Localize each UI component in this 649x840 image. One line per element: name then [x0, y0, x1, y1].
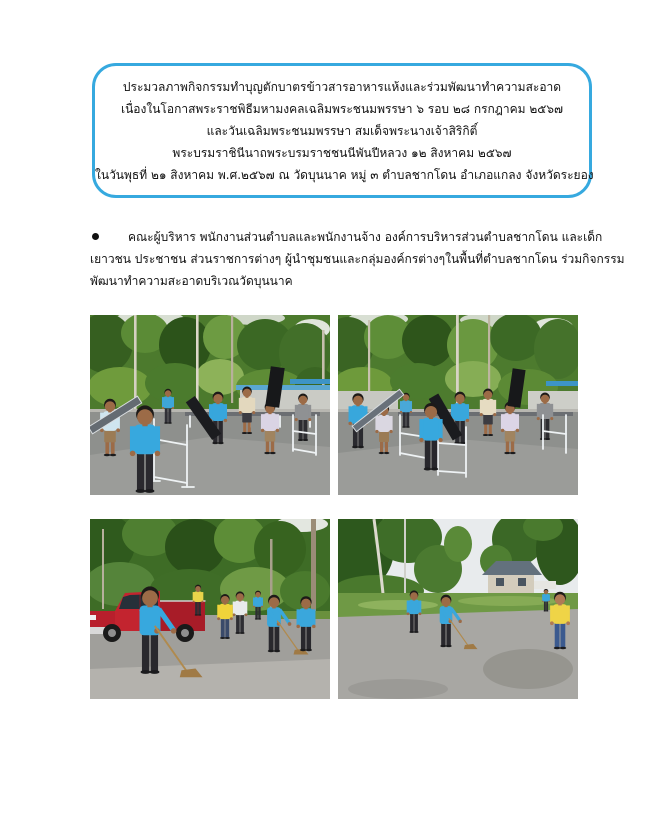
person-shoe — [504, 452, 510, 454]
person-face — [165, 390, 171, 396]
person-shorts — [242, 412, 252, 422]
person-shoe — [379, 452, 385, 454]
person-arm — [537, 404, 540, 418]
person-shoe — [414, 631, 419, 633]
person-shirt — [297, 404, 308, 420]
photo-2-image — [338, 315, 578, 495]
person-shoe — [306, 649, 312, 651]
person-face — [137, 409, 153, 425]
person-hand — [400, 411, 402, 413]
person-leg — [446, 623, 450, 646]
person-arm — [550, 404, 553, 418]
person-face — [410, 592, 418, 600]
person-shoe — [544, 611, 547, 612]
person-hand — [130, 451, 136, 457]
person-shoe — [409, 631, 414, 633]
grass-patch — [358, 600, 438, 610]
person-shoe — [195, 614, 198, 615]
person-leg — [255, 606, 257, 619]
person-arm — [245, 602, 248, 615]
person-leg — [274, 626, 279, 651]
tree-trunk — [196, 315, 199, 407]
activity-photo-4 — [338, 519, 578, 699]
person-arm — [312, 609, 315, 626]
person-hand — [217, 617, 220, 620]
person-hand — [116, 428, 120, 432]
tree-canopy — [444, 526, 472, 562]
person-hand — [239, 411, 242, 414]
person-shirt — [423, 418, 439, 441]
person-hand — [295, 418, 298, 421]
person-shoe — [220, 637, 225, 639]
person-arm — [516, 414, 519, 430]
person-leg — [243, 422, 246, 433]
person-face — [555, 594, 565, 604]
person-leg — [545, 418, 549, 439]
person-leg — [240, 614, 244, 633]
person-shoe — [510, 452, 516, 454]
person-arm — [297, 609, 300, 626]
person-hand — [172, 407, 174, 409]
person-leg — [385, 441, 388, 453]
person-leg — [299, 419, 303, 440]
person-arm — [239, 398, 242, 412]
person-arm — [375, 416, 378, 431]
person-hand — [566, 621, 570, 625]
person-arm — [172, 397, 174, 408]
person-shirt — [543, 594, 548, 602]
person-hand — [296, 625, 300, 629]
person-leg — [301, 626, 306, 650]
person-shoe — [150, 670, 160, 674]
person-shoe — [110, 454, 116, 457]
person-shoe — [440, 645, 446, 647]
person-shirt — [212, 403, 225, 421]
person-shoe — [255, 618, 258, 619]
person-leg — [484, 424, 487, 435]
truck-wheel-rim — [181, 629, 189, 637]
person-leg — [221, 618, 225, 638]
person-arm — [550, 605, 553, 622]
person-shoe — [358, 446, 364, 448]
header-line-2: เนื่องในโอกาสพระราชพิธีมหามงคลเฉลิมพระชนมพรรษา ๖ รอบ ๒๘ กรกฎาคม ๒๕๖๗ — [120, 102, 563, 116]
person-leg — [168, 408, 171, 423]
person-hand — [276, 429, 279, 432]
tree-trunk — [102, 529, 104, 609]
tree-trunk — [488, 315, 490, 401]
person-shoe — [242, 432, 247, 434]
ground-stain — [348, 679, 448, 699]
activity-photo-1 — [90, 315, 330, 495]
person-shirt — [454, 403, 467, 421]
person-arm — [224, 404, 227, 420]
person-arm — [253, 598, 255, 607]
person-face — [541, 395, 550, 404]
person-hand — [171, 628, 177, 634]
photo-1-image — [90, 315, 330, 495]
person-hand — [245, 613, 248, 616]
person-arm — [230, 605, 233, 619]
person-arm — [349, 406, 352, 423]
person-arm — [439, 419, 443, 439]
person-shirt — [241, 397, 252, 413]
person-leg — [546, 601, 548, 611]
person-shirt — [164, 396, 172, 408]
person-leg — [414, 613, 418, 632]
person-leg — [236, 614, 240, 633]
person-face — [243, 389, 252, 398]
person-arm — [493, 400, 496, 414]
person-leg — [511, 440, 514, 453]
person-leg — [460, 420, 464, 443]
person-shorts — [483, 414, 493, 424]
person-shirt — [539, 403, 550, 419]
person-hand — [308, 418, 311, 421]
person-leg — [151, 634, 158, 673]
person-arm — [542, 594, 543, 601]
person-arm — [407, 601, 410, 614]
person-hand — [348, 422, 352, 426]
person-shoe — [212, 442, 218, 444]
person-shoe — [546, 611, 549, 612]
person-arm — [419, 601, 422, 614]
person-hand — [230, 617, 233, 620]
shed-roof — [534, 581, 556, 589]
person-shoe — [270, 452, 276, 454]
person-hand — [550, 621, 554, 625]
photo-3-image — [90, 519, 330, 699]
person-arm — [261, 414, 264, 430]
person-leg — [306, 626, 311, 650]
person-shirt — [402, 400, 410, 412]
person-face — [269, 597, 279, 607]
person-hand — [390, 430, 393, 433]
person-leg — [146, 453, 153, 492]
person-arm — [549, 594, 550, 601]
person-hand — [516, 429, 519, 432]
person-hand — [458, 620, 461, 623]
person-face — [236, 593, 244, 601]
person-shoe — [303, 439, 308, 441]
person-hand — [253, 606, 255, 608]
activity-line-1: คณะผู้บริหาร พนักงานส่วนตำบลและพนักงานจ้าง องค์การบริหารส่วนตำบลชากโดน และเด็ก — [128, 230, 603, 244]
person-shoe — [352, 446, 358, 448]
person-shirt — [255, 597, 262, 607]
person-leg — [225, 618, 229, 638]
person-arm — [466, 404, 469, 420]
blue-tent-roof — [546, 381, 578, 386]
person-shirt — [299, 608, 312, 627]
person-shoe — [545, 438, 550, 440]
person-leg — [425, 439, 431, 469]
person-arm — [276, 414, 279, 430]
person-shirt — [378, 415, 390, 432]
person-hand — [542, 601, 543, 602]
person-face — [544, 590, 548, 594]
person-shoe — [198, 614, 201, 615]
person-shoe — [298, 439, 303, 441]
activity-photo-3 — [90, 519, 330, 699]
person-hand — [410, 411, 412, 413]
person-shoe — [136, 489, 146, 493]
person-face — [142, 590, 158, 606]
person-leg — [441, 623, 445, 646]
person-shoe — [218, 442, 224, 444]
person-shoe — [258, 618, 261, 619]
truck-wheel-rim — [108, 629, 116, 637]
person-hand — [201, 601, 203, 603]
person-leg — [406, 412, 409, 427]
person-hand — [261, 429, 264, 432]
person-face — [441, 597, 450, 606]
activity-paragraph — [90, 226, 625, 292]
person-shoe — [264, 452, 270, 454]
person-hand — [466, 419, 469, 422]
person-arm — [162, 397, 164, 408]
person-hand — [501, 429, 504, 432]
person-hand — [438, 438, 442, 442]
person-shirt — [504, 413, 517, 431]
person-shoe — [104, 454, 110, 457]
person-arm — [566, 605, 569, 622]
person-leg — [266, 440, 269, 453]
person-shirt — [194, 591, 201, 602]
person-leg — [248, 422, 251, 433]
person-shirt — [220, 604, 231, 619]
blue-tent-roof — [290, 379, 330, 384]
person-hand — [550, 417, 553, 420]
person-leg — [544, 601, 546, 611]
person-hand — [312, 625, 316, 629]
person-arm — [201, 592, 203, 601]
tree-canopy — [90, 367, 152, 407]
person-shoe — [554, 647, 560, 650]
person-shoe — [164, 422, 168, 424]
person-leg — [195, 601, 198, 615]
person-arm — [501, 414, 504, 430]
person-leg — [198, 601, 201, 615]
photo-4-image — [338, 519, 578, 699]
person-shoe — [384, 452, 390, 454]
person-shoe — [446, 645, 452, 647]
person-shoe — [483, 434, 488, 436]
person-shirt — [235, 601, 245, 615]
header-line-1: ประมวลภาพกิจกรรมทำบุญตักบาตรข้าวสารอาหารแห้งและร่วมพัฒนาทำความสะอาด — [122, 80, 562, 94]
tree-canopy — [445, 361, 501, 397]
person-leg — [380, 441, 383, 453]
person-leg — [555, 623, 560, 648]
activity-line-2: เยาวชน ประชาชน ส่วนราชการต่างๆ ผู้นำชุมชนและกลุ่มองค์กรต่างๆในพื้นที่ตำบลชากโดน ร่วมกิจกรรม — [90, 252, 625, 266]
header-box — [92, 63, 592, 198]
person-shoe — [560, 647, 566, 650]
person-arm — [193, 592, 195, 601]
person-shoe — [240, 632, 245, 634]
person-leg — [432, 439, 438, 469]
header-line-4: พระบรมราชินีนาถพระบรมราชชนนีพันปีหลวง ๑๒ สิงหาคม ๒๕๖๗ — [172, 146, 512, 160]
person-shoe — [274, 650, 280, 653]
person-arm — [217, 605, 220, 619]
activity-line-3: พัฒนาทำความสะอาดบริเวณวัดบุนนาค — [90, 274, 293, 288]
person-arm — [419, 419, 423, 439]
person-leg — [560, 623, 565, 648]
person-arm — [155, 426, 160, 452]
person-shirt — [264, 413, 277, 431]
person-arm — [410, 401, 412, 412]
person-leg — [489, 424, 492, 435]
person-arm — [130, 426, 135, 452]
person-leg — [303, 419, 307, 440]
person-hand — [233, 613, 236, 616]
person-shirt — [553, 604, 567, 624]
person-shoe — [235, 632, 240, 634]
person-shoe — [268, 650, 274, 653]
person-shoe — [406, 426, 410, 428]
person-hand — [288, 622, 292, 626]
person-hand — [162, 407, 164, 409]
person-hand — [375, 430, 378, 433]
person-face — [484, 391, 493, 400]
person-hand — [407, 612, 410, 615]
person-shoe — [431, 468, 439, 471]
person-arm — [295, 405, 298, 419]
person-hand — [252, 411, 255, 414]
person-shoe — [300, 649, 306, 651]
person-shoe — [225, 637, 230, 639]
tree-canopy — [490, 315, 542, 361]
person-arm — [400, 401, 402, 412]
house-window — [518, 578, 526, 586]
person-face — [455, 394, 464, 403]
person-shoe — [402, 426, 406, 428]
person-hand — [419, 438, 423, 442]
person-arm — [308, 405, 311, 419]
header-line-3: และวันเฉลิมพระชนมพรรษา สมเด็จพระนางเจ้าสิริกิติ์ — [206, 124, 478, 138]
person-hand — [493, 413, 496, 416]
person-face — [195, 586, 201, 592]
person-hand — [155, 451, 161, 457]
person-leg — [165, 408, 168, 423]
person-leg — [506, 440, 509, 453]
person-leg — [410, 613, 414, 632]
person-leg — [403, 412, 406, 427]
person-leg — [111, 441, 115, 455]
person-face — [213, 394, 222, 403]
person-arm — [252, 398, 255, 412]
person-hand — [193, 601, 195, 603]
person-shorts — [379, 431, 389, 442]
ground-stain — [483, 649, 573, 689]
truck-headlight — [90, 615, 96, 620]
person-shoe — [488, 434, 493, 436]
header-line-5: ในวันพุธที่ ๒๑ สิงหาคม พ.ศ.๒๕๖๗ ณ วัดบุนนาค หมู่ ๓ ตำบลชากโดน อำเภอแกลง จังหวัดระยอง — [95, 168, 594, 182]
person-shoe — [168, 422, 172, 424]
person-face — [299, 396, 308, 405]
tree-trunk — [231, 315, 233, 403]
person-leg — [105, 441, 109, 455]
person-arm — [233, 602, 236, 615]
person-shirt — [409, 600, 419, 614]
person-hand — [419, 612, 422, 615]
person-leg — [142, 634, 149, 673]
person-face — [425, 406, 437, 418]
person-face — [255, 592, 260, 597]
person-shoe — [247, 432, 252, 434]
person-leg — [271, 440, 274, 453]
tree-canopy — [402, 315, 454, 367]
person-hand — [261, 606, 263, 608]
person-shorts — [104, 430, 116, 443]
person-shoe — [141, 670, 151, 674]
person-shoe — [145, 489, 155, 493]
person-face — [353, 396, 363, 406]
activity-photo-2 — [338, 315, 578, 495]
house-window — [496, 578, 504, 586]
person-shorts — [505, 430, 516, 442]
person-hand — [480, 413, 483, 416]
person-shirt — [135, 425, 156, 455]
person-leg — [258, 606, 260, 619]
person-shorts — [265, 430, 276, 442]
person-arm — [261, 598, 263, 607]
person-hand — [224, 419, 227, 422]
person-hand — [548, 601, 549, 602]
person-shoe — [424, 468, 432, 471]
person-shirt — [482, 399, 493, 415]
person-face — [221, 596, 229, 604]
house-wall — [488, 573, 534, 593]
person-leg — [137, 453, 144, 492]
person-face — [301, 599, 311, 609]
person-face — [105, 401, 115, 411]
person-hand — [537, 417, 540, 420]
person-arm — [390, 416, 393, 431]
person-arm — [480, 400, 483, 414]
person-leg — [269, 626, 274, 651]
